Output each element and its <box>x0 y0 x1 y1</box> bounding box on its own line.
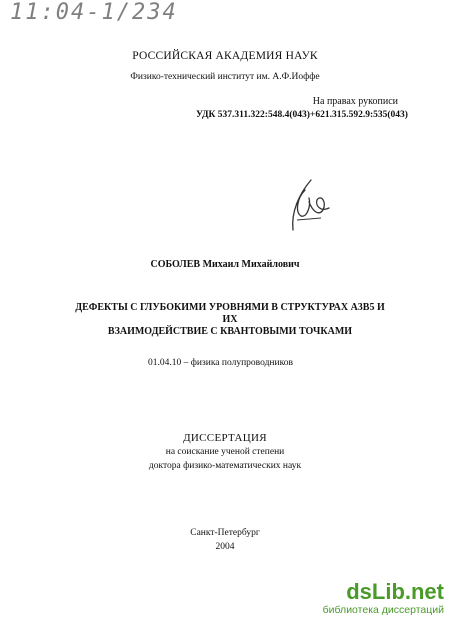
city: Санкт-Петербург <box>190 528 260 538</box>
manuscript-rights: На правах рукописи <box>312 96 398 107</box>
dissertation-title <box>70 302 390 338</box>
degree-name: доктора физико-математических наук <box>148 461 302 471</box>
title-line-2: ВЗАИМОДЕЙСТВИЕ С КВАНТОВЫМИ ТОЧКАМИ <box>107 326 353 337</box>
title-line-1: ДЕФЕКТЫ С ГЛУБОКИМИ УРОВНЯМИ В СТРУКТУРАХ А3В5 И ИХ <box>75 302 385 325</box>
watermark-subtitle: библиотека диссертаций <box>322 604 444 616</box>
udk-code: УДК 537.311.322:548.4(043)+621.315.592.9:535(043) <box>196 110 408 120</box>
year: 2004 <box>215 542 235 552</box>
dissertation-heading: ДИССЕРТАЦИЯ <box>183 432 267 444</box>
degree-sought: на соискание ученой степени <box>165 447 285 457</box>
handwritten-catalog-code: 11:04-1/234 <box>10 0 178 25</box>
watermark-brand: dsLib.net <box>346 579 444 604</box>
author-name: СОБОЛЕВ Михаил Михайлович <box>150 259 300 270</box>
academy-name: РОССИЙСКАЯ АКАДЕМИЯ НАУК <box>132 50 318 62</box>
institute-name: Физико-технический институт им. А.Ф.Иоффе <box>130 72 320 82</box>
watermark <box>318 580 444 616</box>
signature-icon <box>287 172 332 232</box>
specialty-code: 01.04.10 – физика полупроводников <box>148 358 293 368</box>
